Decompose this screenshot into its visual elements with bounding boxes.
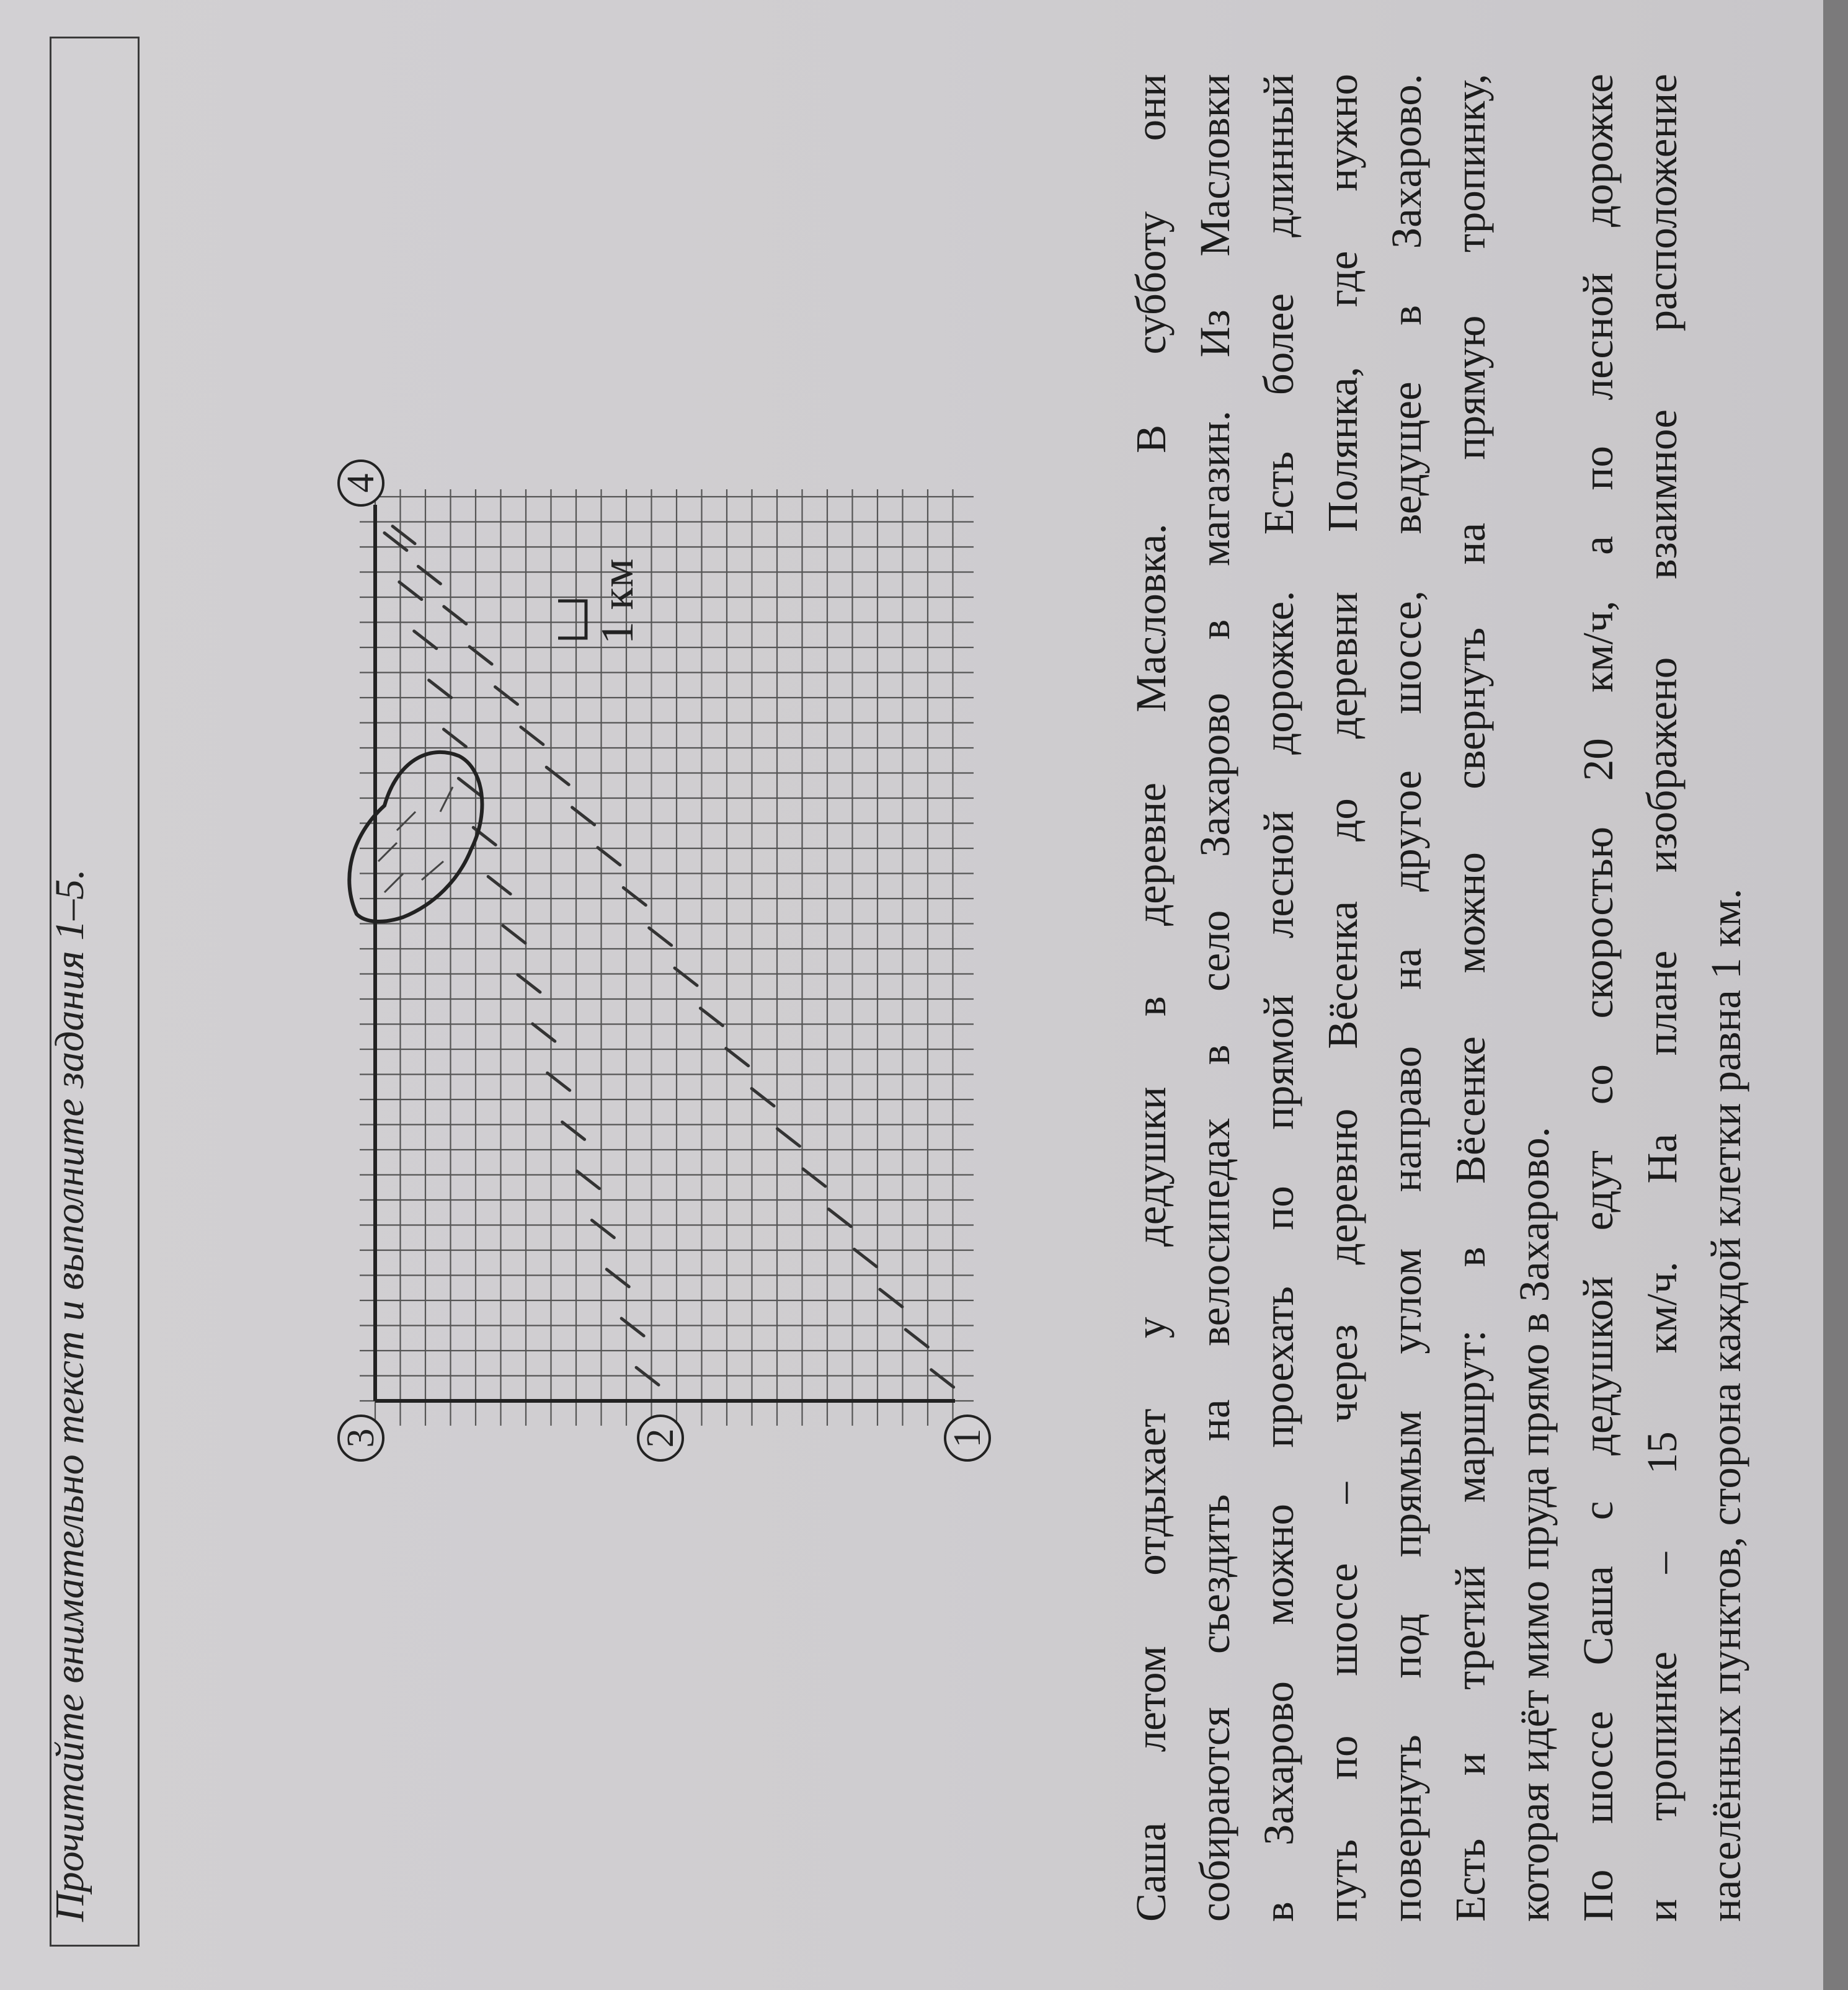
text-line: Есть и третий маршрут: в Вёсенке можно свернуть на прямую тропинку, xyxy=(1447,74,1494,1922)
forest-path-dash xyxy=(546,767,569,784)
forest-path-dash xyxy=(905,1330,928,1347)
forest-path-dash xyxy=(521,727,543,744)
forest-path-dash xyxy=(444,606,466,624)
instruction-heading: Прочитайте внимательно текст и выполните задания 1–5. xyxy=(47,869,92,1922)
forest-path-dash xyxy=(726,1049,749,1066)
point-4 xyxy=(339,461,383,505)
forest-path-dash xyxy=(469,647,492,664)
trail-path-dash xyxy=(443,729,466,747)
forest-path-dashed xyxy=(393,526,954,1387)
text-line: Саша летом отдыхает у дедушки в деревне Масловка. В субботу они xyxy=(1127,74,1175,1922)
text-line: которая идёт мимо пруда прямо в Захарово. xyxy=(1511,1127,1558,1922)
point-1-label: 1 xyxy=(946,1428,988,1448)
pond xyxy=(349,752,482,922)
text-line: населённых пунктов, сторона каждой клетки равна 1 км. xyxy=(1702,888,1749,1922)
point-3 xyxy=(339,1416,383,1460)
text-line: повернуть под прямым углом направо на другое шоссе, ведущее в Захарово. xyxy=(1383,74,1430,1922)
text-line: путь по шоссе – через деревню Вёсенка до деревни Полянка, где нужно xyxy=(1319,74,1366,1922)
forest-path-dash xyxy=(777,1129,799,1146)
forest-path-dash xyxy=(880,1289,902,1307)
point-2 xyxy=(638,1416,683,1460)
text-line: в Захарово можно проехать по прямой лесной дорожке. Есть более длинный xyxy=(1255,74,1302,1922)
village-plan xyxy=(198,359,1005,1587)
forest-path-dash xyxy=(855,1249,877,1266)
point-3-label: 3 xyxy=(340,1428,382,1448)
forest-path-dash xyxy=(700,1008,722,1026)
point-2-label: 2 xyxy=(639,1428,682,1448)
trail-path-dash xyxy=(503,926,525,943)
trail-path-dash xyxy=(488,877,510,894)
point-4-label: 4 xyxy=(340,473,382,493)
trail-path-dash xyxy=(606,1269,629,1287)
text-line: По шоссе Саша с дедушкой едут со скоростью 20 км/ч, а по лесной дорожке xyxy=(1575,74,1622,1922)
forest-path-dash xyxy=(675,968,697,985)
forest-path-dash xyxy=(752,1088,774,1106)
point-markers xyxy=(339,461,990,1460)
scale-label: 1 км xyxy=(592,558,643,644)
text-line: и тропинке – 15 км/ч. На плане изображено взаимное расположение xyxy=(1638,74,1686,1922)
forest-path-dash xyxy=(803,1169,825,1186)
task-text xyxy=(1119,74,1758,1922)
forest-path-dash xyxy=(418,566,440,584)
trail-path-dash xyxy=(577,1171,599,1189)
forest-path-dash xyxy=(649,928,672,945)
point-1 xyxy=(945,1416,990,1460)
plan-routes xyxy=(375,505,955,1401)
trail-path-dash xyxy=(621,1318,644,1336)
trail-path-dash xyxy=(592,1220,614,1238)
trail-path-dash xyxy=(429,680,451,698)
trail-path-dash xyxy=(518,975,540,992)
forest-path-dash xyxy=(495,687,517,704)
plan-grid xyxy=(360,489,974,1426)
text-line: собираются съездить на велосипедах в село Захарово в магазин. Из Масловки xyxy=(1191,74,1238,1922)
forest-path-dash xyxy=(828,1209,851,1227)
forest-path-dash xyxy=(931,1370,954,1387)
